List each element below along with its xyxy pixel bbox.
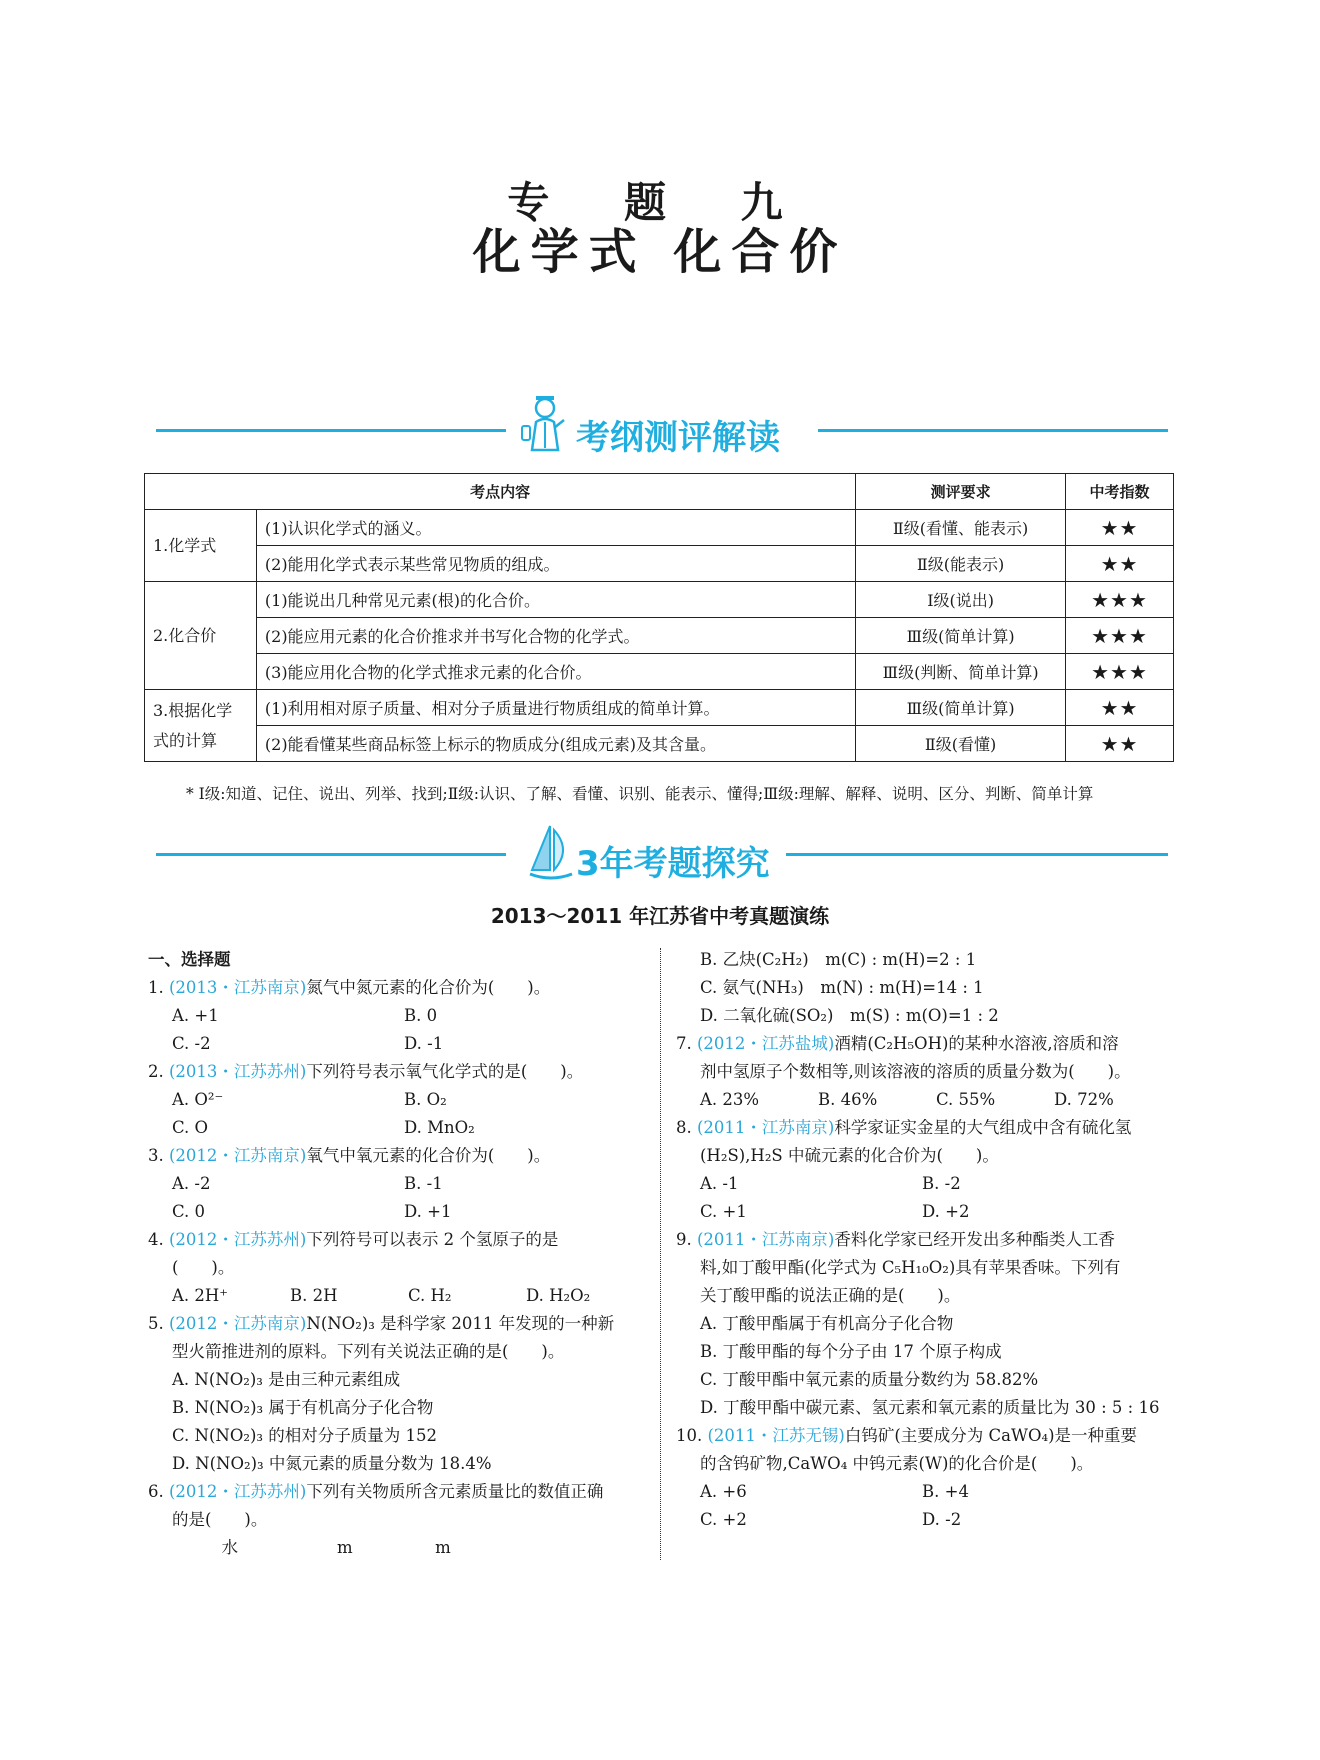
- content-cell: (2)能应用元素的化合价推求并书写化合物的化学式。: [256, 618, 855, 654]
- question-text: 酒精(C₂H₅OH)的某种水溶液,溶质和溶: [834, 1034, 1119, 1053]
- question-source: (2011・江苏无锡): [707, 1426, 845, 1445]
- question-source: (2012・江苏南京): [169, 1314, 307, 1333]
- question-source: (2012・江苏南京): [169, 1146, 307, 1165]
- question-text-line: 的含钨矿物,CaWO₄ 中钨元素(W)的化合价是( )。: [700, 1454, 1094, 1473]
- option: B. 46%: [818, 1090, 878, 1109]
- question-source: (2011・江苏南京): [697, 1118, 835, 1137]
- question-text-line: C. 丁酸甲酯中氧元素的质量分数约为 58.82%: [700, 1370, 1039, 1389]
- question-text-line: 关丁酸甲酯的说法正确的是( )。: [700, 1286, 961, 1305]
- option: C. +1: [700, 1202, 747, 1221]
- table-header-index: 中考指数: [1066, 474, 1174, 510]
- section2-line-left: [156, 853, 506, 856]
- question-text: 下列符号可以表示 2 个氢原子的是: [306, 1230, 559, 1249]
- star-rating: ★★: [1066, 510, 1174, 546]
- question-number: 5.: [148, 1314, 169, 1333]
- option: C. -2: [172, 1034, 211, 1053]
- question-text: 氮气中氮元素的化合价为( )。: [306, 978, 551, 997]
- question-text: 氧气中氧元素的化合价为( )。: [306, 1146, 551, 1165]
- table-row: [145, 690, 1174, 726]
- question-text-line: ( )。: [172, 1258, 235, 1277]
- question-text-line: A. N(NO₂)₃ 是由三种元素组成: [172, 1370, 401, 1389]
- section1-title: 考纲测评解读: [576, 418, 780, 458]
- question-stem: [676, 1226, 1186, 1254]
- content-cell: (2)能看懂某些商品标签上标示的物质成分(组成元素)及其含量。: [256, 726, 855, 762]
- option: C. H₂: [408, 1286, 452, 1305]
- answer-options: [148, 1114, 648, 1142]
- question-text-line: B. 乙炔(C₂H₂) m(C) : m(H)=2 : 1: [700, 950, 977, 969]
- level-legend-note: * Ⅰ级:知道、记住、说出、列举、找到;Ⅱ级:认识、了解、看懂、识别、能表示、懂得;Ⅲ级:理解、解释、说明、区分、判断、简单计算: [186, 785, 1094, 803]
- question-text-line: 料,如丁酸甲酯(化学式为 C₅H₁₀O₂)具有苹果香味。下列有: [700, 1258, 1121, 1277]
- requirement-cell: Ⅱ级(看懂、能表示): [856, 510, 1066, 546]
- table-header-row: [145, 474, 1174, 510]
- question-source: (2013・江苏苏州): [169, 1062, 307, 1081]
- option: D. MnO₂: [404, 1118, 475, 1137]
- content-cell: (3)能应用化合物的化学式推求元素的化合价。: [256, 654, 855, 690]
- answer-options: [148, 1282, 648, 1310]
- option: B. O₂: [404, 1090, 447, 1109]
- section-heading: 一、选择题: [148, 950, 231, 969]
- question-stem: [676, 1422, 1186, 1450]
- answer-options: [676, 1170, 1186, 1198]
- requirement-cell: Ⅲ级(判断、简单计算): [856, 654, 1066, 690]
- sailboat-icon: [528, 822, 574, 884]
- question-text: N(NO₂)₃ 是科学家 2011 年发现的一种新: [306, 1314, 615, 1333]
- option: B. -2: [922, 1174, 961, 1193]
- question-number: 8.: [676, 1118, 697, 1137]
- answer-options: [676, 1086, 1186, 1114]
- table-row: [145, 618, 1174, 654]
- table-row: [145, 726, 1174, 762]
- question-text: 下列有关物质所含元素质量比的数值正确: [306, 1482, 604, 1501]
- question-text-line: D. 丁酸甲酯中碳元素、氢元素和氧元素的质量比为 30 : 5 : 16: [700, 1398, 1160, 1417]
- question-stem: [148, 1226, 648, 1254]
- option: D. H₂O₂: [526, 1286, 591, 1305]
- question-source: (2012・江苏苏州): [169, 1482, 307, 1501]
- question-text: 白钨矿(主要成分为 CaWO₄)是一种重要: [844, 1426, 1138, 1445]
- question-number: 6.: [148, 1482, 169, 1501]
- option: D. -2: [922, 1510, 962, 1529]
- question-stem: [148, 1310, 648, 1338]
- answer-options: [676, 1478, 1186, 1506]
- question-stem: [148, 1478, 648, 1506]
- option: C. 0: [172, 1202, 206, 1221]
- question-stem: [676, 1114, 1186, 1142]
- option: A. 2H⁺: [172, 1286, 229, 1305]
- question-text-line: D. N(NO₂)₃ 中氮元素的质量分数为 18.4%: [172, 1454, 492, 1473]
- content-cell: (1)利用相对原子质量、相对分子质量进行物质组成的简单计算。: [256, 690, 855, 726]
- option: D. +1: [404, 1202, 452, 1221]
- topic-cell: 2.化合价: [145, 582, 257, 690]
- option: C. O: [172, 1118, 209, 1137]
- option: B. 0: [404, 1006, 438, 1025]
- scientist-icon: [520, 392, 570, 454]
- question-source: (2013・江苏南京): [169, 978, 307, 997]
- exam-outline-table: [144, 473, 1174, 762]
- table-row: [145, 654, 1174, 690]
- question-text-line: B. N(NO₂)₃ 属于有机高分子化合物: [172, 1398, 434, 1417]
- star-rating: ★★: [1066, 546, 1174, 582]
- question-text: 科学家证实金星的大气组成中含有硫化氢: [834, 1118, 1132, 1137]
- question-number: 7.: [676, 1034, 697, 1053]
- option: B. -1: [404, 1174, 443, 1193]
- star-rating: ★★★: [1066, 654, 1174, 690]
- requirement-cell: Ⅲ级(简单计算): [856, 690, 1066, 726]
- question-source: (2012・江苏盐城): [697, 1034, 835, 1053]
- answer-options: [676, 1198, 1186, 1226]
- question-text-line: 型火箭推进剂的原料。下列有关说法正确的是( )。: [172, 1342, 565, 1361]
- table-row: [145, 546, 1174, 582]
- question-stem: [148, 974, 648, 1002]
- question-text-line: B. 丁酸甲酯的每个分子由 17 个原子构成: [700, 1342, 1002, 1361]
- question-text-line: C. 氨气(NH₃) m(N) : m(H)=14 : 1: [700, 978, 984, 997]
- left-question-column: [148, 946, 648, 1562]
- answer-options: [148, 1030, 648, 1058]
- requirement-cell: Ⅱ级(能表示): [856, 546, 1066, 582]
- option: A. -2: [172, 1174, 211, 1193]
- question-source: (2012・江苏苏州): [169, 1230, 307, 1249]
- question-text-line: C. N(NO₂)₃ 的相对分子质量为 152: [172, 1426, 438, 1445]
- requirement-cell: Ⅲ级(简单计算): [856, 618, 1066, 654]
- option: B. 2H: [290, 1286, 338, 1305]
- topic-cell: 3.根据化学式的计算: [145, 690, 257, 762]
- answer-options: [148, 1086, 648, 1114]
- option: C. +2: [700, 1510, 747, 1529]
- question-text-line: D. 二氧化硫(SO₂) m(S) : m(O)=1 : 2: [700, 1006, 999, 1025]
- question-stem: [148, 1058, 648, 1086]
- question-stem: [148, 1142, 648, 1170]
- section1-line-right: [818, 429, 1168, 432]
- content-cell: (2)能用化学式表示某些常见物质的组成。: [256, 546, 855, 582]
- right-question-column: [676, 946, 1186, 1534]
- question-text-line: (H₂S),H₂S 中硫元素的化合价为( )。: [700, 1146, 999, 1165]
- answer-options: [676, 1506, 1186, 1534]
- question-number: 4.: [148, 1230, 169, 1249]
- content-cell: (1)能说出几种常见元素(根)的化合价。: [256, 582, 855, 618]
- answer-options: [148, 1170, 648, 1198]
- question-number: 1.: [148, 978, 169, 997]
- star-rating: ★★: [1066, 726, 1174, 762]
- column-divider: [660, 948, 661, 1560]
- question-text-line: A. 丁酸甲酯属于有机高分子化合物: [700, 1314, 954, 1333]
- section2-title: 3年考题探究: [576, 844, 770, 884]
- option: B. +4: [922, 1482, 969, 1501]
- question-text-line: 剂中氢原子个数相等,则该溶液的溶质的质量分数为( )。: [700, 1062, 1131, 1081]
- answer-options: [148, 1002, 648, 1030]
- star-rating: ★★: [1066, 690, 1174, 726]
- table-header-requirement: 测评要求: [856, 474, 1066, 510]
- table-row: [145, 582, 1174, 618]
- question-text: 香料化学家已经开发出多种酯类人工香: [834, 1230, 1115, 1249]
- star-rating: ★★★: [1066, 582, 1174, 618]
- question-number: 2.: [148, 1062, 169, 1081]
- page-title: 化学式 化合价: [472, 224, 848, 280]
- star-rating: ★★★: [1066, 618, 1174, 654]
- option: A. O²⁻: [172, 1090, 224, 1109]
- requirement-cell: Ⅰ级(说出): [856, 582, 1066, 618]
- exercise-subheading: 2013～2011 年江苏省中考真题演练: [490, 904, 830, 928]
- requirement-cell: Ⅱ级(看懂): [856, 726, 1066, 762]
- chapter-label: 专 题 九: [507, 178, 813, 227]
- topic-cell: 1.化学式: [145, 510, 257, 582]
- content-cell: (1)认识化学式的涵义。: [256, 510, 855, 546]
- option: A. -1: [700, 1174, 739, 1193]
- option: A. 23%: [700, 1090, 760, 1109]
- question-number: 3.: [148, 1146, 169, 1165]
- option: D. +2: [922, 1202, 970, 1221]
- table-row: [145, 510, 1174, 546]
- option: C. 55%: [936, 1090, 996, 1109]
- question-text-line: 水 m m: [172, 1538, 451, 1557]
- question-text: 下列符号表示氧气化学式的是( )。: [306, 1062, 584, 1081]
- option: D. 72%: [1054, 1090, 1114, 1109]
- section1-line-left: [156, 429, 506, 432]
- option: A. +6: [700, 1482, 747, 1501]
- question-source: (2011・江苏南京): [697, 1230, 835, 1249]
- question-text-line: 的是( )。: [172, 1510, 268, 1529]
- question-number: 9.: [676, 1230, 697, 1249]
- answer-options: [148, 1198, 648, 1226]
- table-header-content: 考点内容: [145, 474, 856, 510]
- question-number: 10.: [676, 1426, 708, 1445]
- option: A. +1: [172, 1006, 219, 1025]
- option: D. -1: [404, 1034, 444, 1053]
- question-stem: [676, 1030, 1186, 1058]
- section2-line-right: [786, 853, 1168, 856]
